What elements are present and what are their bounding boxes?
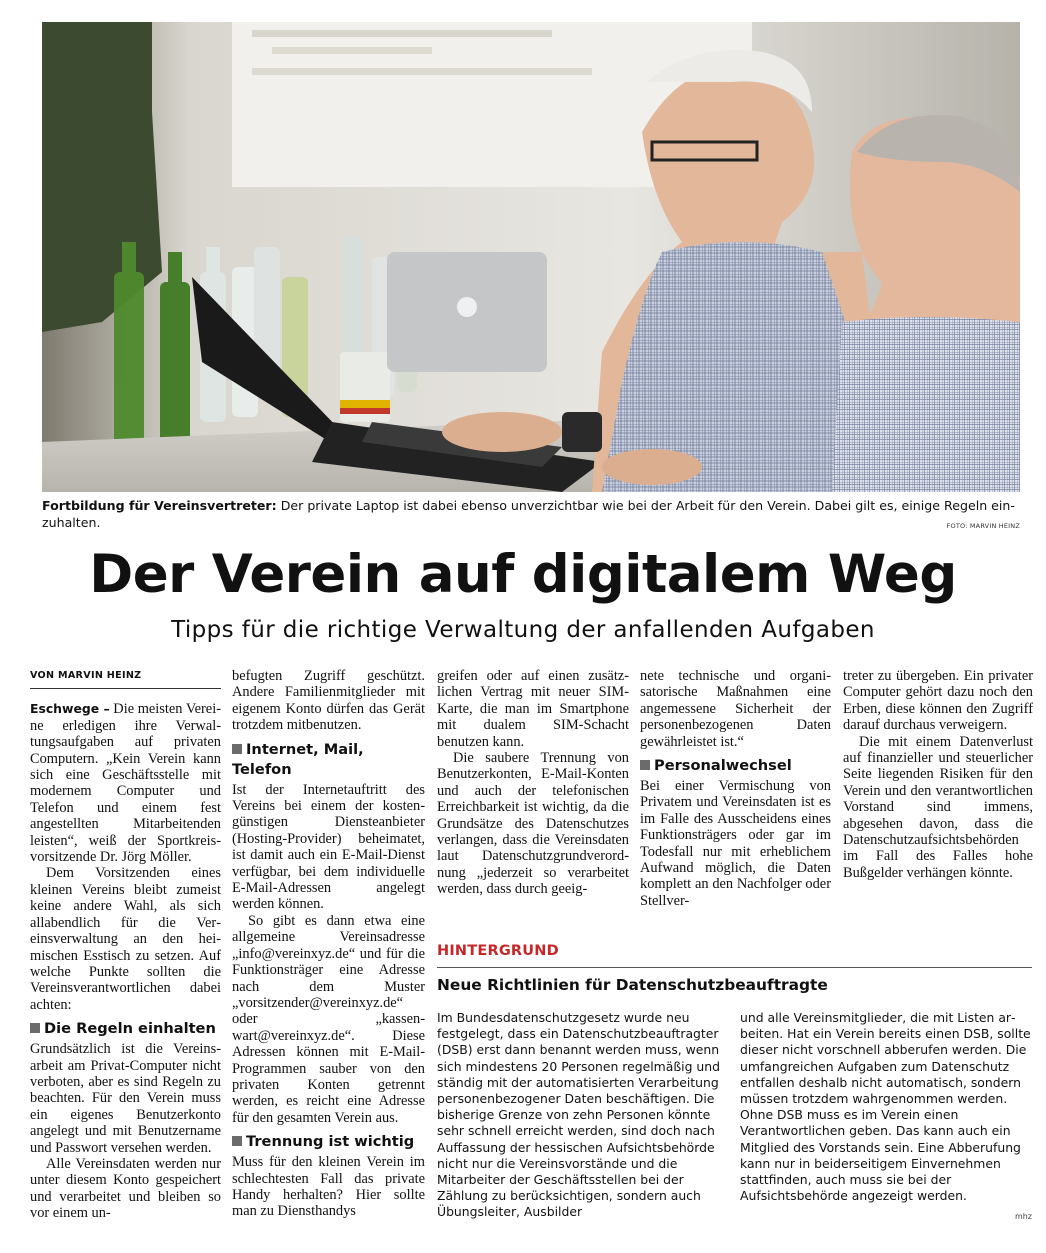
- paragraph: und alle Vereinsmitglieder, die mit Listen arbeiten. Hat ein Verein bereits einen DSB, sollte dieser nicht vorschnell abberufen werden. Die umfangreichen Aufgaben zum Datenschutz entfallen deshalb nicht automatisch, sondern müssen trotzdem wahrgenommen werden. Ohne DSB muss es im Verein einen Verantwortlichen geben. Das kann auch ein Mitglied des Vorstands sein. Eine Abberufung kann nur in beiderseitigem Einvernehmen stattfinden, auch muss sie bei der Aufsichtsbehörde angezeigt werden.: [740, 1010, 1031, 1204]
- photo-caption: [42, 497, 1022, 531]
- square-bullet-icon: [640, 760, 650, 770]
- paragraph: greifen oder auf einen zusätzlichen Vertrag mit neuer SIM-Karte, die man im Smartphone mit dualem SIM-Schacht benutzen kann.: [437, 668, 629, 750]
- box-column-right: [740, 1010, 1033, 1204]
- subheading-text: Trennung ist wichtig: [246, 1133, 415, 1151]
- paragraph: Ist der Internetauftritt des Vereins bei einem der kostengünstigen Diensteanbieter (Hosting-Provider) beheimatet, ist damit auch ein E-Mail-Dienst verfügbar, bei dem individuelle E-Mail-Adressen angelegt werden können.: [232, 781, 425, 913]
- place-name: Eschwege –: [30, 701, 110, 717]
- subheading-text: Internet, Mail, Telefon: [232, 740, 364, 778]
- paragraph-text: Die meisten Vereine erledigen ihre Verwaltungsaufgaben auf privaten Computern. „Kein Verein kann sich eine Geschäftsstelle mit modernem Computer und Telefon und einem fest angestellten Mitarbeitenden leisten“, weiß der Sportkreisvorsitzende Dr. Jörg Möller.: [30, 701, 221, 866]
- subheading: [30, 1019, 221, 1039]
- paragraph: Die saubere Trennung von Benutzerkonten, E-Mail-Konten und auch der telefonischen Erreichbarkeit ist wichtig, da die Grundsätze des Datenschutzes verlangen, dass die Vereinsdaten laut Datenschutzgrundverordnung „jederzeit so verarbeitet werden, dass durch geeig-: [437, 750, 629, 898]
- paragraph: Alle Vereinsdaten werden nur unter diesem Konto gespeichert und verarbeitet und bleiben so vor einem un-: [30, 1155, 221, 1222]
- article-column-5: [843, 668, 1033, 881]
- subheadline: Tipps für die richtige Verwaltung der anfallenden Aufgaben: [171, 617, 875, 643]
- paragraph: Im Bundesdatenschutzgesetz wurde neu festgelegt, dass ein Datenschutzbeauftragter (DSB) erst dann benannt werden muss, wenn sich mindestens 20 Personen regelmäßig und ständig mit der automatisierten Verarbeitung personenbezogener Daten beschäftigen. Die bisherige Grenze von zehn Personen könnte sehr schnell erreicht werden, sind doch nach Auffassung der hessischen Aufsichtsbehörde nicht nur die Vereinsvorstände und die Mitarbeiter der Geschäftsstellen bei der Zählung zu berücksichtigen, sondern auch Übungsleiter, Ausbilder: [437, 1010, 720, 1220]
- paragraph: Muss für den kleinen Verein im schlechtesten Fall das private Handy herhalten? Hier sollte man zu Diensthandys: [232, 1154, 425, 1220]
- box-title: Neue Richtlinien für Datenschutzbeauftragte: [437, 976, 828, 994]
- paragraph: Die mit einem Datenverlust auf finanzieller und steuerlicher Seite liegenden Risiken für den Verein und den verantwortlichen Vorstand sind immens, abgesehen davon, dass die Datenschutzaufsichtsbehörden im Fall des Falles hohe Bußgelder verhängen könnte.: [843, 733, 1033, 881]
- subheading: [640, 756, 831, 776]
- square-bullet-icon: [232, 744, 242, 754]
- caption-bold: Fortbildung für Vereinsvertreter:: [42, 498, 277, 513]
- box-label: HINTERGRUND: [437, 943, 559, 959]
- paragraph: Bei einer Vermischung von Privatem und Vereinsdaten ist es im Falle des Ausscheidens eines Funktionsträgers oder gar im Todesfall nur mit erheblichem Aufwand möglich, die Daten komplett an den Nachfolger oder Stellver-: [640, 778, 831, 909]
- subheading-text: Die Regeln einhalten: [44, 1020, 216, 1038]
- article-column-2: [232, 668, 425, 1220]
- subheading: [232, 740, 425, 780]
- paragraph: treter zu übergeben. Ein privater Computer gehört dazu noch den Erben, diese können den Zugriff darauf durchaus verweigern.: [843, 668, 1033, 734]
- paragraph: Grundsätzlich ist die Vereinsarbeit am Privat-Computer nicht verboten, aber es sind Regeln zu beachten. Für den Verein muss ein eigenes Benutzerkonto angelegt und mit Benutzername und Passwort versehen werden.: [30, 1041, 221, 1156]
- square-bullet-icon: [30, 1023, 40, 1033]
- photo-credit: FOTO: MARVIN HEINZ: [946, 522, 1020, 530]
- divider: [437, 967, 1032, 968]
- article-photo: [42, 22, 1020, 492]
- box-column-left: [437, 1010, 730, 1221]
- article-column-1: [30, 668, 221, 1222]
- photo-laptop-meeting-icon: [42, 22, 1020, 492]
- subheading: [232, 1132, 425, 1152]
- byline: VON MARVIN HEINZ: [30, 668, 221, 689]
- paragraph: So gibt es dann etwa eine allgemeine Vereinsadresse „info@vereinxyz.de“ und für die Funktionsträger eine Adresse nach dem Muster „vorsitzender@vereinxyz.de“ oder „kassenwart@vereinxyz.de“. Diese Adressen können mit E-Mail-Programmen sauber von den privaten Konten getrennt werden, es reicht eine Adresse für den gesamten Verein aus.: [232, 912, 425, 1126]
- article-column-3: [437, 668, 629, 898]
- subheading-text: Personalwechsel: [654, 757, 792, 775]
- paragraph: nete technische und organisatorische Maßnahmen eine angemessene Sicherheit der personenbezogenen Daten gewährleistet ist.“: [640, 668, 831, 750]
- paragraph: Dem Vorsitzenden eines kleinen Vereins bleibt zumeist keine andere Wahl, als sich allabendlich für die Vereinsverwaltung an den heimischen Esstisch zu setzen. Auf welche Punkte sollten die Vereinsverantwortlichen dabei achten:: [30, 865, 221, 1013]
- article-column-4: [640, 668, 831, 909]
- square-bullet-icon: [232, 1136, 242, 1146]
- headline: Der Verein auf digitalem Weg: [89, 544, 957, 605]
- paragraph: befugten Zugriff geschützt. Andere Familienmitglieder mit eigenem Konto dürfen das Gerät trotzdem mitbenutzen.: [232, 668, 425, 734]
- paragraph: [30, 701, 221, 865]
- author-signature: mhz: [1014, 1212, 1032, 1221]
- caption-text: Der private Laptop ist dabei ebenso unverzichtbar wie bei der Arbeit für den Verein. Dabei gilt es, einige Regeln einzuhalten.: [42, 498, 1015, 530]
